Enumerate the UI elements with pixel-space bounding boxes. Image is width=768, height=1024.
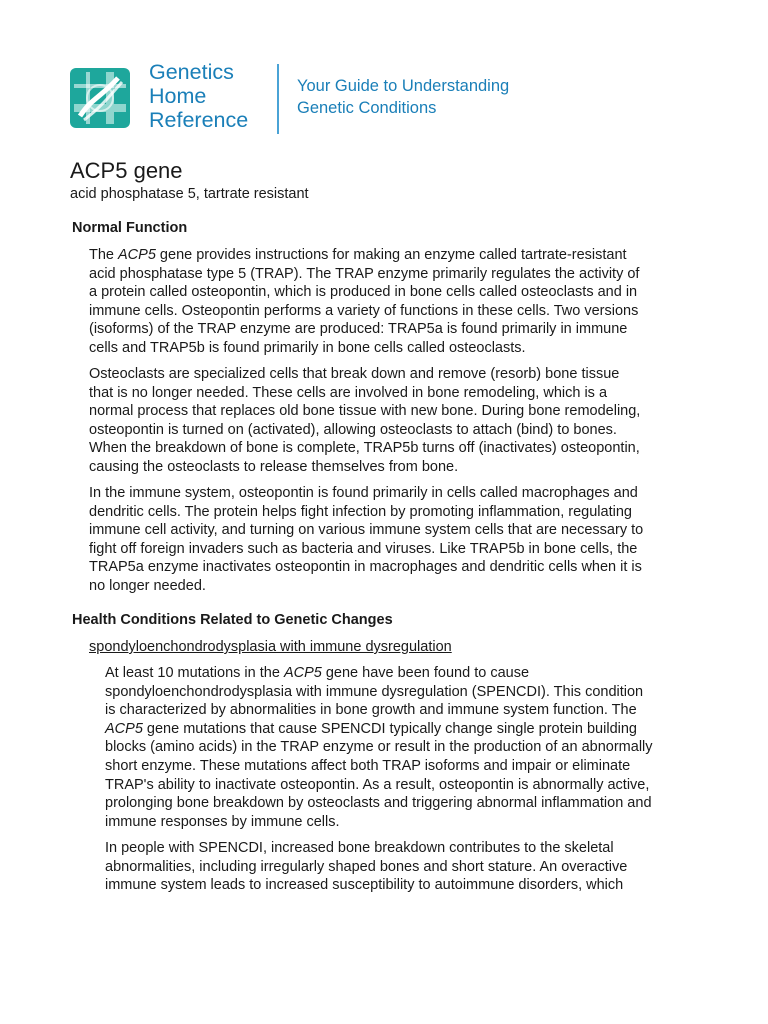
text-line: In the immune system, osteopontin is found primarily in cells called macrophages and bbox=[89, 485, 638, 501]
brand-line-2: Home bbox=[149, 84, 207, 108]
text-line: no longer needed. bbox=[89, 577, 206, 594]
text-line: acid phosphatase type 5 (TRAP). The TRAP enzyme primarily regulates the activity of bbox=[89, 265, 640, 282]
text-line: immune cell activity, and turning on various immune system cells that are necessary to bbox=[89, 522, 644, 539]
text-line: abnormalities, including irregularly shaped bones and short stature. An overactive bbox=[105, 858, 628, 875]
text-line: is characterized by abnormalities in bone growth and immune system function. The bbox=[105, 702, 637, 719]
text-line: (isoforms) of the TRAP enzyme are produced: TRAP5a is found primarily in immune bbox=[89, 321, 628, 338]
paragraph-normal-function-1 bbox=[89, 246, 639, 358]
text-line: fight off foreign invaders such as bacteria and viruses. Like TRAP5b in bone cells, the bbox=[89, 540, 638, 557]
text-line: immune cells. Osteopontin performs a variety of functions in these cells. Two versions bbox=[89, 302, 639, 319]
text-line: immune system leads to increased susceptibility to autoimmune disorders, which bbox=[105, 877, 624, 894]
text-line: osteopontin is turned on (activated), allowing osteoclasts to attach (bind) to bones. bbox=[89, 421, 617, 438]
page-subtitle: acid phosphatase 5, tartrate resistant bbox=[70, 186, 309, 202]
text-line: normal process that replaces old bone tissue with new bone. During bone remodeling, bbox=[89, 403, 641, 420]
text-line: a protein called osteopontin, which is produced in bone cells called osteoclasts and in bbox=[89, 284, 638, 301]
text-line: that is no longer needed. These cells are involved in bone remodeling, which is a bbox=[89, 384, 608, 401]
section-heading-health-conditions: Health Conditions Related to Genetic Changes bbox=[72, 612, 393, 628]
text-line: TRAP5a enzyme inactivates osteopontin in macrophages and dendritic cells when it is bbox=[89, 559, 642, 576]
paragraph-normal-function-2 bbox=[89, 365, 640, 477]
genetics-home-reference-logo-icon[interactable] bbox=[70, 68, 130, 128]
text-line: dendritic cells. The protein helps fight infection by promoting inflammation, regulating bbox=[89, 503, 632, 520]
text-line: The ACP5 gene provides instructions for making an enzyme called tartrate-resistant bbox=[89, 247, 627, 263]
text-line: At least 10 mutations in the ACP5 gene have been found to cause bbox=[105, 665, 530, 681]
paragraph-health-conditions-1 bbox=[105, 664, 653, 831]
text-line: blocks (amino acids) in the TRAP enzyme or result in the production of an abnormally bbox=[105, 739, 653, 756]
text-line: Osteoclasts are specialized cells that break down and remove (resorb) bone tissue bbox=[89, 366, 620, 382]
page-title: ACP5 gene bbox=[70, 158, 183, 183]
tagline-line-1: Your Guide to Understanding bbox=[297, 77, 510, 95]
header-divider bbox=[277, 64, 279, 134]
text-line: When the breakdown of bone is complete, TRAP5b turns off (inactivates) osteopontin, bbox=[89, 440, 640, 457]
brand-line-3: Reference bbox=[149, 108, 249, 132]
text-line: spondyloenchondrodysplasia with immune dysregulation (SPENCDI). This condition bbox=[105, 683, 644, 700]
tagline bbox=[297, 75, 509, 119]
section-heading-normal-function: Normal Function bbox=[72, 220, 188, 236]
text-line: ACP5 gene mutations that cause SPENCDI typically change single protein building bbox=[105, 720, 637, 737]
condition-link-spencdi[interactable]: spondyloenchondrodysplasia with immune dysregulation bbox=[89, 639, 452, 655]
text-line: immune responses by immune cells. bbox=[105, 813, 340, 830]
text-line: prolonging bone breakdown by osteoclasts and triggering abnormal inflammation and bbox=[105, 795, 652, 812]
brand-name[interactable] bbox=[149, 60, 248, 132]
tagline-line-2: Genetic Conditions bbox=[297, 99, 437, 117]
text-line: TRAP's ability to inactivate osteopontin. As a result, osteopontin is abnormally active, bbox=[105, 776, 650, 793]
text-line: cells and TRAP5b is found primarily in bone cells called osteoclasts. bbox=[89, 339, 526, 356]
text-line: In people with SPENCDI, increased bone breakdown contributes to the skeletal bbox=[105, 840, 614, 856]
text-line: short enzyme. These mutations affect both TRAP isoforms and impair or eliminate bbox=[105, 757, 631, 774]
brand-line-1: Genetics bbox=[149, 60, 234, 84]
paragraph-normal-function-3 bbox=[89, 484, 643, 596]
site-header bbox=[70, 60, 710, 140]
text-line: causing the osteoclasts to release themselves from bone. bbox=[89, 458, 459, 475]
paragraph-health-conditions-2 bbox=[105, 839, 627, 895]
